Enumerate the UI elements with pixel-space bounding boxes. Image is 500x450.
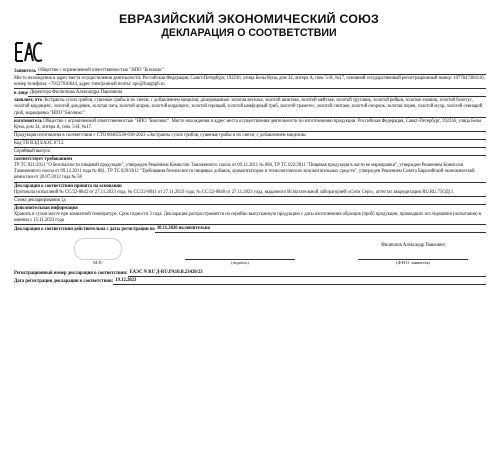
declares-text: Экстракты сухих грибов, сушеные грибы и их смеси, с добавлением мицелия, дозированные: золотая веселка, золотой шиитаке, золотой мейтаке, золотой трутовик, золотой рейши, золотые ежовик, золотой болетус, золотой кордицепс, золотой дождевик, золотая чага, золотой агарик, золотой кордицепс, золотой герицый, золотой камфорный гриб, золотой траметес, золотой сиитаке, золотой сморчок, золотая порня, золотой мухр, золотой сеннарий гриб, маркировка "НПО "Биолюкс" [14,98,483,116]
eac-logo [14,40,44,64]
applicant-address: Место нахождения и адрес места осуществления деятельности: Российская Федерация, Санкт-Петербург, 192236, улица Белы Куна, дом 34, литера А, пом. 5-Н, №17, основной государственный регистрационный номер: 1077847304116, номер телефона: +78127030644, адрес электронной почты: npo@fungbpb.ru [14,76,486,89]
declaration-body [14,68,486,286]
registration-number-row [14,270,486,277]
registration-number: ЕАЭС N RU Д-RU.PA10.B.23420/23 [128,270,486,277]
registration-date-row [14,278,486,285]
hs-code: Код ТН ВЭД ЕАЭС 0712. [14,141,486,148]
manufacturer-block [14,119,486,132]
person-label: в лице [14,91,28,97]
person-value: Директора Филиппова Александра Павловича [28,90,486,97]
union-title: ЕВРАЗИЙСКИЙ ЭКОНОМИЧЕСКИЙ СОЮЗ [118,12,380,26]
basis-label: Декларация о соответствии принята на основании [14,183,122,189]
declares-label: заявляет, что [14,98,43,104]
sign-caption: (подпись) [185,259,295,266]
registration-date-label: Дата регистрации декларации о соответствии: [14,279,114,285]
sign-column [185,249,295,266]
basis-text: Протокола испытаний № СС/22-8842 от 27.11.2023 года, № СС/22-8841 от 27.11.2023 года, № СС/22-8840 от 27.11.2023 года, выданного Испытательной лабораторией «Сити Серт», аттестат аккредитации RU.RU.75ОД11 [14,190,486,197]
signatory-name: Филиппов Александр Павлович [381,243,445,249]
manufacturer-label: изготовитель [14,118,43,124]
applicant-value: Общество с ограниченной ответственностью "НПО "Биолюкс" [36,68,486,75]
name-column [358,243,468,266]
stamp-mark [74,238,122,260]
additional-info-text: Хранить в сухом месте при комнатной температуре. Срок годности 3 года. Декларация распространяется на серийно выпускаемую продукцию с даты изготовления образцов (проб) продукции, прошедших исследования (испытания) в именно с 15.11.2023 года [14,212,486,225]
mp-label: М.П. [93,260,103,266]
additional-info-label: Дополнительная информация [14,205,78,211]
signature-area [14,238,486,266]
applicant-row [14,68,486,75]
declares-block [14,98,486,117]
manufacturer-text: Общество с ограниченной ответственностью "НПО "Биолюкс". Место нахождения и адрес места осуществления деятельности по изготовлению продукции: Российская Федерация, Санкт-Петербург, 192236, улица Белы Куна, дом 34, литера А, пом. 5-Н, №17. [14,118,482,130]
validity-label: Декларация о соответствии действительна с даты регистрации по [14,227,155,233]
person-row [14,90,486,97]
requirements-text: ТР ТС 021/2011 "О безопасности пищевой продукции", утвержден Решением Комиссии Таможенного союза от 09.12.2011 № 880, ТР ТС 022/2011 "Пищевая продукция в части ее маркировки", утвержден Решением Комиссии Таможенного союза от 09.12.2011 года № 881, ТР ТС 029/2012 "Требования безопасности пищевых добавок, ароматизаторов и технологических вспомогательных средств", утвержден Решением Совета Евразийской экономической комиссии от 20.07.2012 года № 58 [14,163,486,182]
registration-number-label: Регистрационный номер декларации о соответствии: [14,271,128,277]
declaration-scheme: Схема декларирования 1д [14,198,486,205]
registration-date: 19.12.2023 [113,278,486,285]
stamp-column [74,238,122,266]
declaration-title: ДЕКЛАРАЦИЯ О СООТВЕТСТВИИ [161,27,337,39]
product-standard: Продукция изготовлена в соответствии с СТО 80465536-010-2023 «Экстракты сухих грибов, сушеные грибы и их смеси, с добавлением мицелия» [14,133,486,140]
serial-production: Серийный выпуск [14,149,486,156]
applicant-label: Заявитель [14,69,37,74]
validity-date: 30.11.2026 включительно [155,226,486,233]
requirements-label: соответствует требованиям [14,157,73,163]
validity-row [14,226,486,233]
name-caption: (Ф.И.О. заявителя) [358,259,468,266]
